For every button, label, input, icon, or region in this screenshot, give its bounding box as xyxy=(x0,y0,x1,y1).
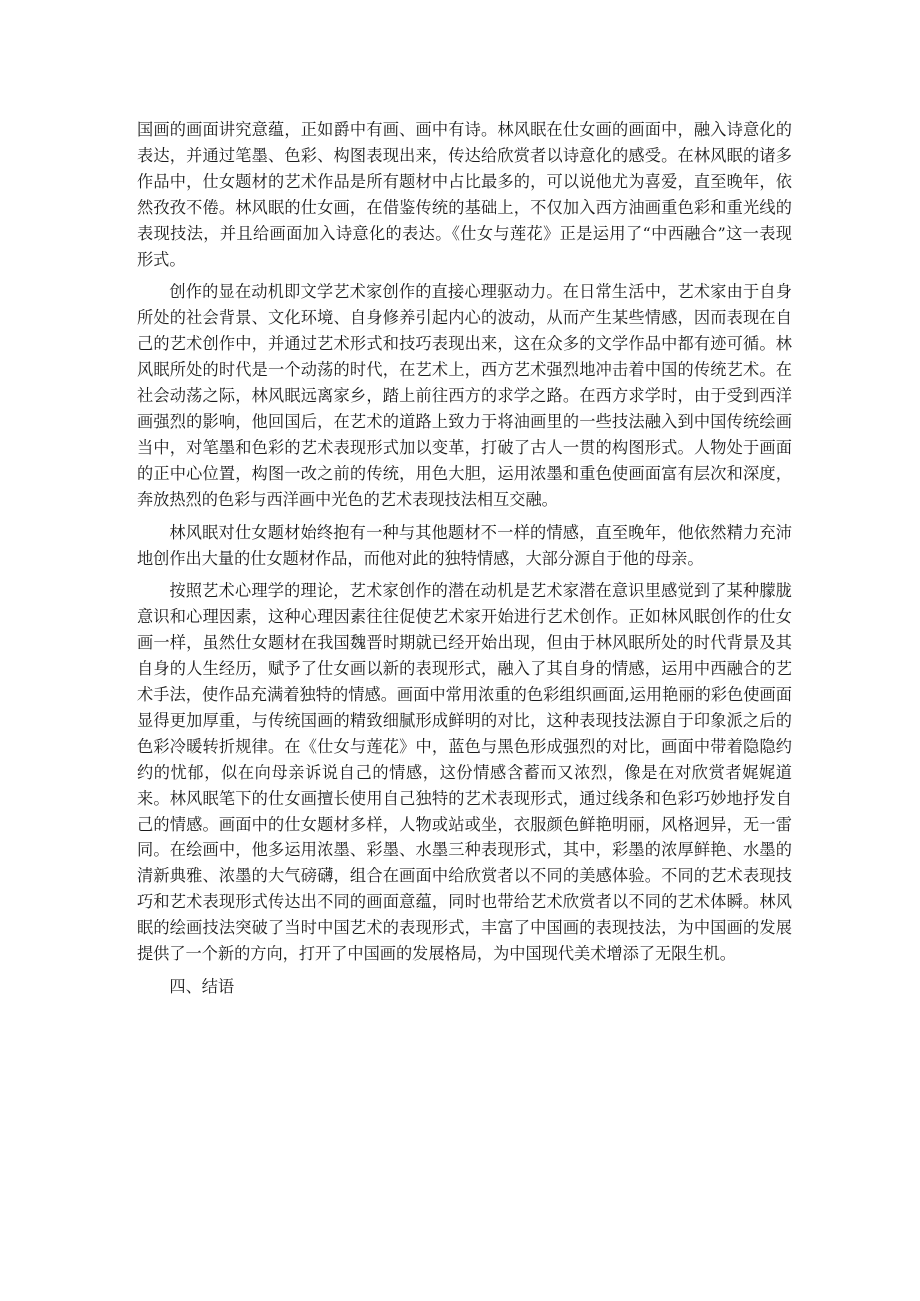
paragraph-art-psychology: 按照艺术心理学的理论，艺术家创作的潜在动机是艺术家潜在意识里感觉到了某种朦胧意识和心理因素，这种心理因素往往促使艺术家开始进行艺术创作。正如林风眠创作的仕女画一样，虽然仕女题材在我国魏晋时期就已经开始出现，但由于林风眠所处的时代背景及其自身的人生经历，赋予了仕女画以新的表现形式，融入了其自身的情感，运用中西融合的艺术手法，使作品充满着独特的情感。画面中常用浓重的色彩组织画面,运用艳丽的彩色使画面显得更加厚重，与传统国画的精致细腻形成鲜明的对比，这种表现技法源自于印象派之后的色彩冷暖转折规律。在《仕女与莲花》中，蓝色与黑色形成强烈的对比，画面中带着隐隐约约的忧郁，似在向母亲诉说自己的情感，这份情感含蓄而又浓烈，像是在对欣赏者娓娓道来。林风眠笔下的仕女画擅长使用自己独特的艺术表现形式，通过线条和色彩巧妙地抒发自己的情感。画面中的仕女题材多样，人物或站或坐，衣服颜色鲜艳明丽，风格迥异，无一雷同。在绘画中，他多运用浓墨、彩墨、水墨三种表现形式，其中，彩墨的浓厚鲜艳、水墨的清新典雅、浓墨的大气磅礴，组合在画面中给欣赏者以不同的美感体验。不同的艺术表现技巧和艺术表现形式传达出不同的画面意蕴，同时也带给艺术欣赏者以不同的艺术体瞬。林风眠的绘画技法突破了当时中国艺术的表现形式，丰富了中国画的表现技法，为中国画的发展提供了一个新的方向，打开了中国画的发展格局，为中国现代美术增添了无限生机。 xyxy=(137,581,792,964)
paragraph-mother-influence: 林风眠对仕女题材始终抱有一种与其他题材不一样的情感，直至晚年，他依然精力充沛地创作出大量的仕女题材作品，而他对此的独特情感，大部分源自于他的母亲。 xyxy=(137,522,792,568)
section-heading-conclusion: 四、结语 xyxy=(169,977,235,996)
paragraph-creative-motive: 创作的显在动机即文学艺术家创作的直接心理驱动力。在日常生活中，艺术家由于自身所处的社会背景、文化环境、自身修养引起内心的波动，从而产生某些情感，因而表现在自己的艺术创作中，并通过艺术形式和技巧表现出来，这在众多的文学作品中都有迹可循。林风眠所处的时代是一个动荡的时代，在艺术上，西方艺术强烈地冲击着中国的传统艺术。在社会动荡之际，林风眠远离家乡，踏上前往西方的求学之路。在西方求学时，由于受到西洋画强烈的影响，他回国后，在艺术的道路上致力于将油画里的一些技法融入到中国传统绘画当中，对笔墨和色彩的艺术表现形式加以变革，打破了古人一贯的构图形式。人物处于画面的正中心位置，构图一改之前的传统，用色大胆，运用浓墨和重色使画面富有层次和深度，奔放热烈的色彩与西洋画中光色的艺术表现技法相互交融。 xyxy=(137,282,792,509)
document-body xyxy=(137,117,792,1000)
paragraph-continuation: 国画的画面讲究意蕴，正如爵中有画、画中有诗。林风眠在仕女画的画面中，融入诗意化的表达，并通过笔墨、色彩、构图表现出来，传达给欣赏者以诗意化的感受。在林风眠的诸多作品中，仕女题材的艺术作品是所有题材中占比最多的，可以说他尤为喜爱，直至晚年，依然孜孜不倦。林风眠的仕女画，在借鉴传统的基础上，不仅加入西方油画重色彩和重光线的表现技法，并且给画面加入诗意化的表达。《仕女与莲花》正是运用了“中西融合”这一表现形式。 xyxy=(137,120,792,269)
